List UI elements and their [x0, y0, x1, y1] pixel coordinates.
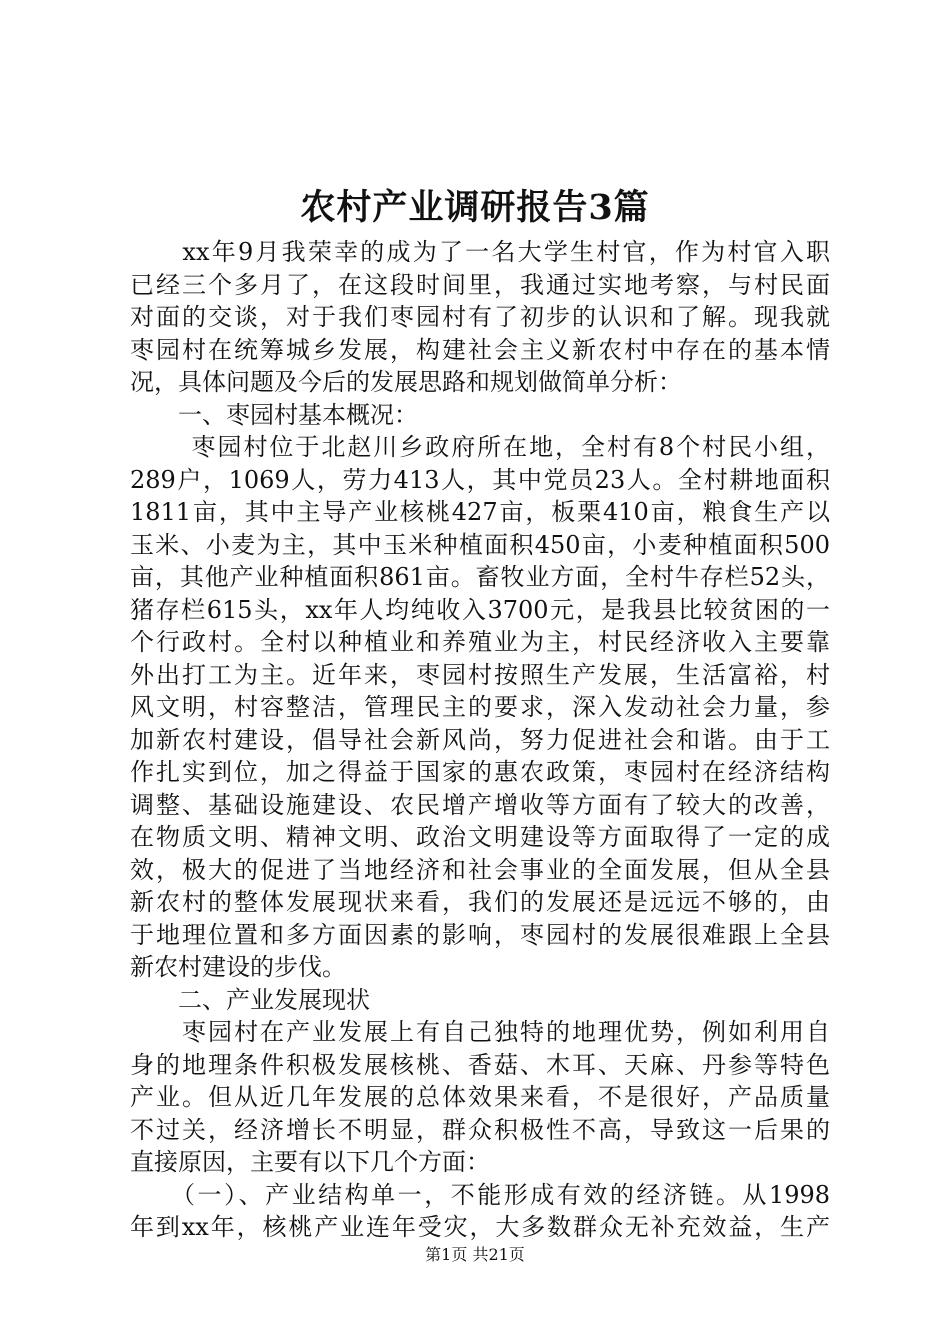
- text-line: 一、枣园村基本概况：: [130, 400, 418, 429]
- text-line: 不过关，经济增长不明显，群众积极性不高，导致这一后果的: [130, 1115, 830, 1144]
- text-line: 直接原因，主要有以下几个方面：: [130, 1148, 490, 1176]
- text-line: 新农村建设的步伐。: [130, 953, 346, 981]
- document-body: [130, 236, 830, 1244]
- text-line: 在物质文明、精神文明、政治文明建设等方面取得了一定的成: [130, 823, 830, 851]
- text-line: 二、产业发展现状: [130, 985, 370, 1014]
- text-line: 况，具体问题及今后的发展思路和规划做简单分析：: [130, 368, 682, 396]
- text-line: 猪存栏615头，xx年人均纯收入3700元，是我县比较贫困的一: [130, 595, 830, 624]
- text-line: 玉米、小麦为主，其中玉米种植面积450亩，小麦种植面积500: [130, 530, 830, 559]
- text-line: 身的地理条件积极发展核桃、香菇、木耳、天麻、丹参等特色: [130, 1050, 830, 1079]
- document-title: 农村产业调研报告3篇: [300, 187, 650, 228]
- text-line: 已经三个多月了，在这段时间里，我通过实地考察，与村民面: [130, 270, 830, 299]
- text-line: 作扎实到位，加之得益于国家的惠农政策，枣园村在经济结构: [130, 758, 830, 786]
- page-footer: 第1页 共21页: [425, 1245, 525, 1264]
- text-line: 亩，其他产业种植面积861亩。畜牧业方面，全村牛存栏52头，: [130, 563, 830, 591]
- text-line: 于地理位置和多方面因素的影响，枣园村的发展很难跟上全县: [130, 920, 830, 949]
- text-line: 加新农村建设，倡导社会新风尚，努力促进社会和谐。由于工: [130, 725, 830, 754]
- text-line: 风文明，村容整洁，管理民主的要求，深入发动社会力量，参: [130, 693, 830, 721]
- text-line: 1811亩，其中主导产业核桃427亩，板栗410亩，粮食生产以: [130, 498, 830, 526]
- text-line: （一）、产业结构单一，不能形成有效的经济链。从1998: [130, 1180, 830, 1209]
- text-line: 新农村的整体发展现状来看，我们的发展还是远远不够的，由: [130, 888, 830, 916]
- text-line: 枣园村在统筹城乡发展，构建社会主义新农村中存在的基本情: [130, 335, 830, 364]
- text-line: 效，极大的促进了当地经济和社会事业的全面发展，但从全县: [130, 855, 830, 884]
- text-line: 289户，1069人，劳力413人，其中党员23人。全村耕地面积: [130, 465, 830, 494]
- text-line: 枣园村位于北赵川乡政府所在地，全村有8个村民小组，: [130, 433, 830, 461]
- text-line: 个行政村。全村以种植业和养殖业为主，村民经济收入主要靠: [130, 628, 830, 656]
- text-line: 产业。但从近几年发展的总体效果来看，不是很好，产品质量: [130, 1083, 830, 1111]
- text-line: 外出打工为主。近年来，枣园村按照生产发展，生活富裕，村: [130, 660, 830, 689]
- text-line: 年到xx年，核桃产业连年受灾，大多数群众无补充效益，生产: [130, 1213, 830, 1241]
- text-line: 枣园村在产业发展上有自己独特的地理优势，例如利用自: [130, 1018, 830, 1046]
- text-line: 对面的交谈，对于我们枣园村有了初步的认识和了解。现我就: [130, 303, 830, 331]
- text-line: 调整、基础设施建设、农民增产增收等方面有了较大的改善，: [130, 790, 830, 819]
- text-line: xx年9月我荣幸的成为了一名大学生村官，作为村官入职: [130, 238, 830, 266]
